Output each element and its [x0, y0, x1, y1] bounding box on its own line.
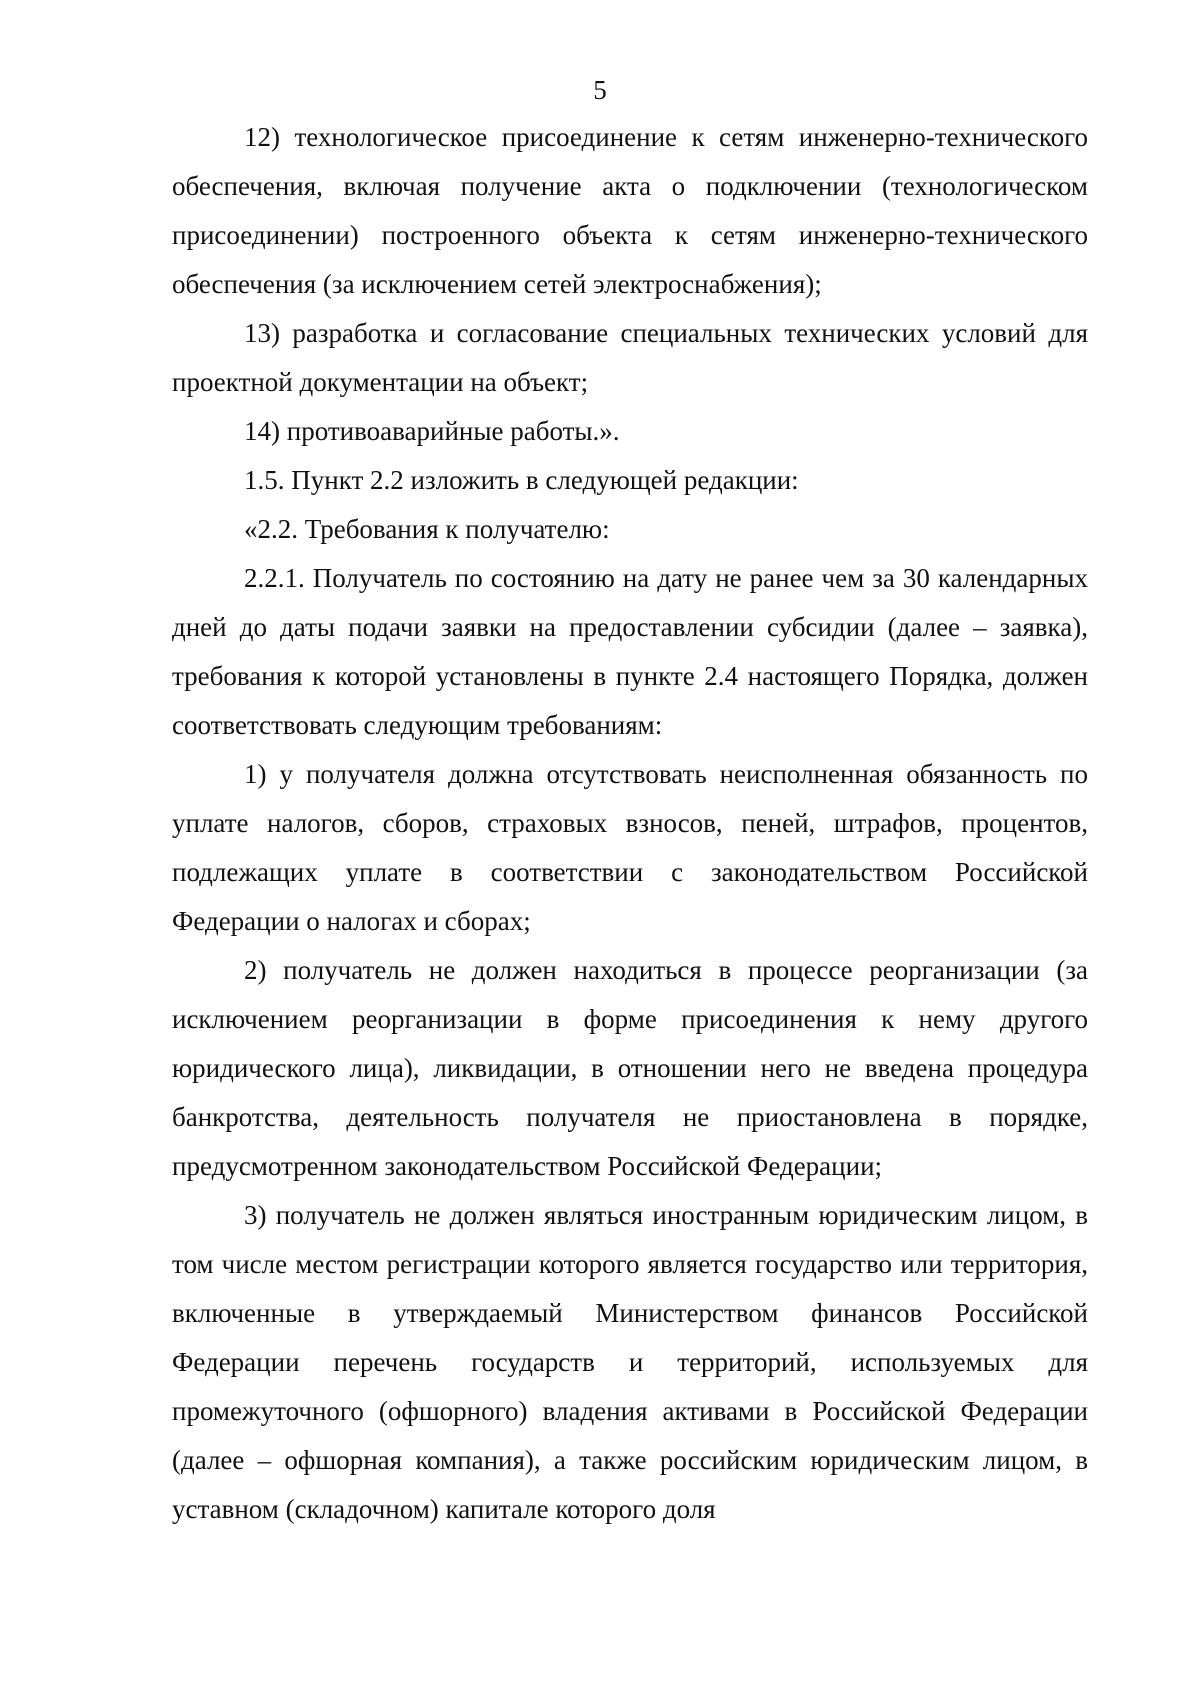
paragraph-item-13: 13) разработка и согласование специальных технических условий для проектной документации на объект;: [172, 318, 1088, 397]
paragraph-requirement-1: 1) у получателя должна отсутствовать неисполненная обязанность по уплате налогов, сборов, страховых взносов, пеней, штрафов, процентов, подлежащих уплате в соответствии с законодательством Российской Федерации о налогах и сборах;: [172, 759, 1088, 936]
paragraph-item-14: 14) противоаварийные работы.».: [244, 416, 620, 446]
paragraph-requirement-2: 2) получатель не должен находиться в процессе реорганизации (за исключением реорганизации в форме присоединения к нему другого юридического лица), ликвидации, в отношении него не введена процедура банкротства, деятельность получателя не приостановлена в порядке, предусмотренном законодательством Российской Федерации;: [172, 955, 1088, 1181]
document-body: [172, 113, 1088, 1534]
paragraph-clause-1-5: 1.5. Пункт 2.2 изложить в следующей редакции:: [244, 465, 799, 495]
page-number: 5: [593, 75, 607, 105]
paragraph-item-12: 12) технологическое присоединение к сетям инженерно-технического обеспечения, включая получение акта о подключении (технологическом присоединении) построенного объекта к сетям инженерно-технического обеспечения (за исключением сетей электроснабжения);: [172, 122, 1088, 299]
paragraph-clause-2-2: «2.2. Требования к получателю:: [244, 514, 610, 544]
paragraph-requirement-3: 3) получатель не должен являться иностранным юридическим лицом, в том числе местом регистрации которого является государство или территория, включенные в утверждаемый Министерством финансов Российской Федерации перечень государств и территорий, используемых для промежуточного (офшорного) владения активами в Российской Федерации (далее – офшорная компания), а также российским юридическим лицом, в уставном (складочном) капитале которого доля: [172, 1200, 1088, 1524]
paragraph-clause-2-2-1: 2.2.1. Получатель по состоянию на дату не ранее чем за 30 календарных дней до даты подачи заявки на предоставлении субсидии (далее – заявка), требования к которой установлены в пункте 2.4 настоящего Порядка, должен соответствовать следующим требованиям:: [172, 563, 1088, 740]
